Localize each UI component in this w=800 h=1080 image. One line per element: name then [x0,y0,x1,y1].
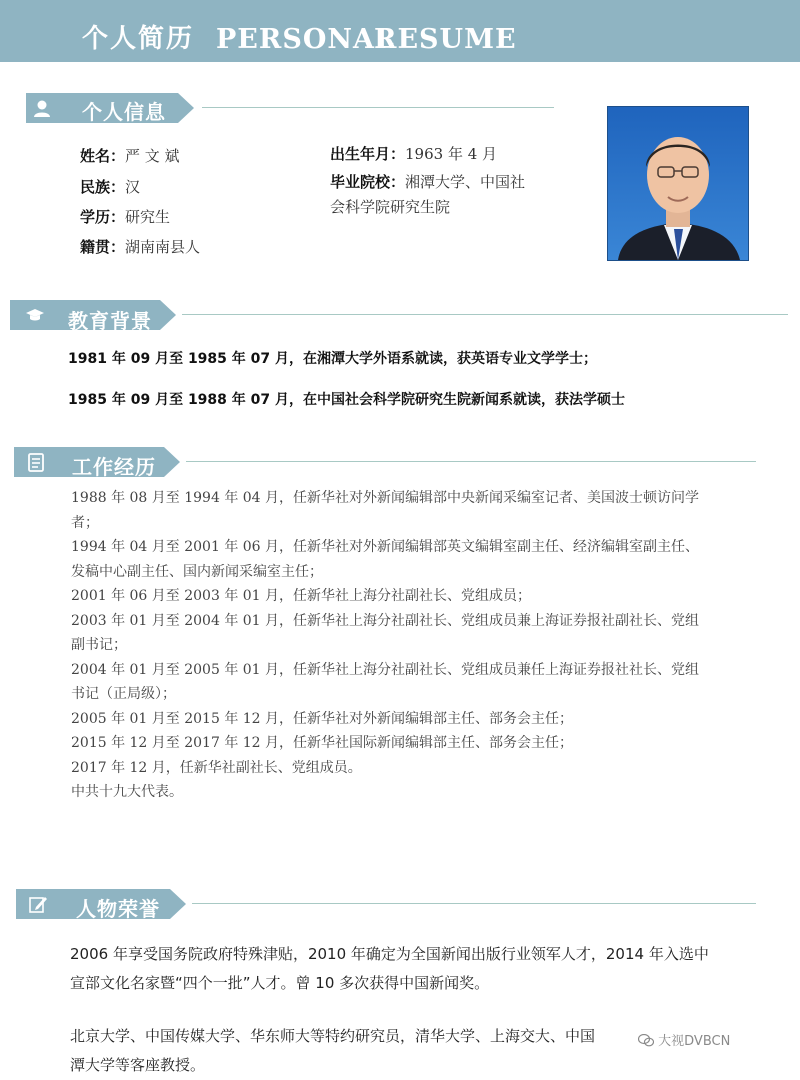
title-en-personal: PERSONAL [216,24,395,55]
wechat-icon [638,1034,654,1047]
origin-value: 湖南南县人 [125,238,201,256]
watermark [638,1030,730,1049]
education-item: 1985 年 09 月至 1988 年 07 月，在中国社会科学院研究生院新闻系就读，获法学硕士 [68,392,626,408]
work-line: 2004 年 01 月至 2005 年 01 月，任新华社上海分社副社长、党组成员兼任上海证券报社社长、党组 [71,661,700,678]
work-line: 2003 年 01 月至 2004 年 01 月，任新华社上海分社副社长、党组成员兼上海证券报社副社长、党组 [71,612,700,629]
degree-row: 学历：研究生 [80,208,171,226]
school-value-cont: 会科学院研究生院 [330,198,451,216]
birth-row: 出生年月：1963 年 4 月 [330,145,498,163]
ethnic-row: 民族：汉 [80,178,141,196]
title-cn: 个人简历 [82,24,195,54]
ethnic-value: 汉 [125,178,141,196]
section-title: 人物荣誉 [76,897,160,921]
work-line: 2001 年 06 月至 2003 年 01 月，任新华社上海分社副社长、党组成员； [71,588,532,604]
work-line: 1988 年 08 月至 1994 年 04 月，任新华社对外新闻编辑部中央新闻采编室记者、美国波士顿访问学 [71,490,700,506]
work-line: 者； [71,514,99,531]
work-line: 2005 年 01 月至 2015 年 12 月，任新华社对外新闻编辑部主任、部务会主任； [71,710,574,727]
portrait-photo [607,106,749,261]
work-line: 1994 年 04 月至 2001 年 06 月，任新华社对外新闻编辑部英文编辑室副主任、经济编辑室副主任、 [71,539,700,555]
section-divider [182,314,788,315]
degree-value: 研究生 [125,208,171,226]
graduation-cap-icon [24,305,46,325]
work-history [71,486,771,805]
origin-row: 籍贯：湖南南县人 [80,238,201,256]
section-divider [192,903,756,904]
header-banner [0,0,800,62]
name-value: 严 文 斌 [125,147,180,165]
birth-value: 1963 年 4 月 [405,145,498,163]
school-row-cont [330,196,450,217]
edit-icon [28,894,48,914]
education-item: 1981 年 09 月至 1985 年 07 月，在湘潭大学外语系就读，获英语专业文学学士； [68,351,598,367]
name-row: 姓名：严 文 斌 [80,147,180,165]
work-line: 发稿中心副主任、国内新闻采编室主任； [71,563,323,580]
section-divider [202,107,554,108]
section-personal [26,93,556,123]
honors-line: 潭大学等客座教授。 [70,1056,206,1074]
title-en-resume: RESUME [374,24,517,55]
section-title: 个人信息 [82,100,166,124]
section-title: 工作经历 [72,455,156,479]
work-line: 2015 年 12 月至 2017 年 12 月，任新华社国际新闻编辑部主任、部务会主任； [71,735,574,751]
work-line: 中共十九大代表。 [71,784,183,800]
section-divider [186,461,756,462]
section-education [10,300,790,333]
watermark-text: 大视DVBCN [658,1034,731,1049]
user-icon [32,98,52,118]
work-line: 2017 年 12 月，任新华社副社长、党组成员。 [71,759,362,776]
section-honors [16,889,756,919]
honors-line: 宣部文化名家暨“四个一批”人才。曾 10 多次获得中国新闻奖。 [70,974,490,992]
honors-line: 2006 年享受国务院政府特殊津贴，2010 年确定为全国新闻出版行业领军人才，2014 年入选中 [70,945,709,963]
section-title: 教育背景 [68,309,152,333]
clipboard-icon [26,452,46,472]
work-line: 书记（正局级）； [71,686,176,702]
work-line: 副书记； [71,637,127,653]
honors-paragraph-1 [70,940,760,998]
school-row: 毕业院校：湘潭大学、中国社 [330,173,526,191]
section-work [14,447,756,477]
school-value: 湘潭大学、中国社 [405,173,526,191]
honors-line: 北京大学、中国传媒大学、华东师大等特约研究员，清华大学、上海交大、中国 [70,1027,596,1045]
